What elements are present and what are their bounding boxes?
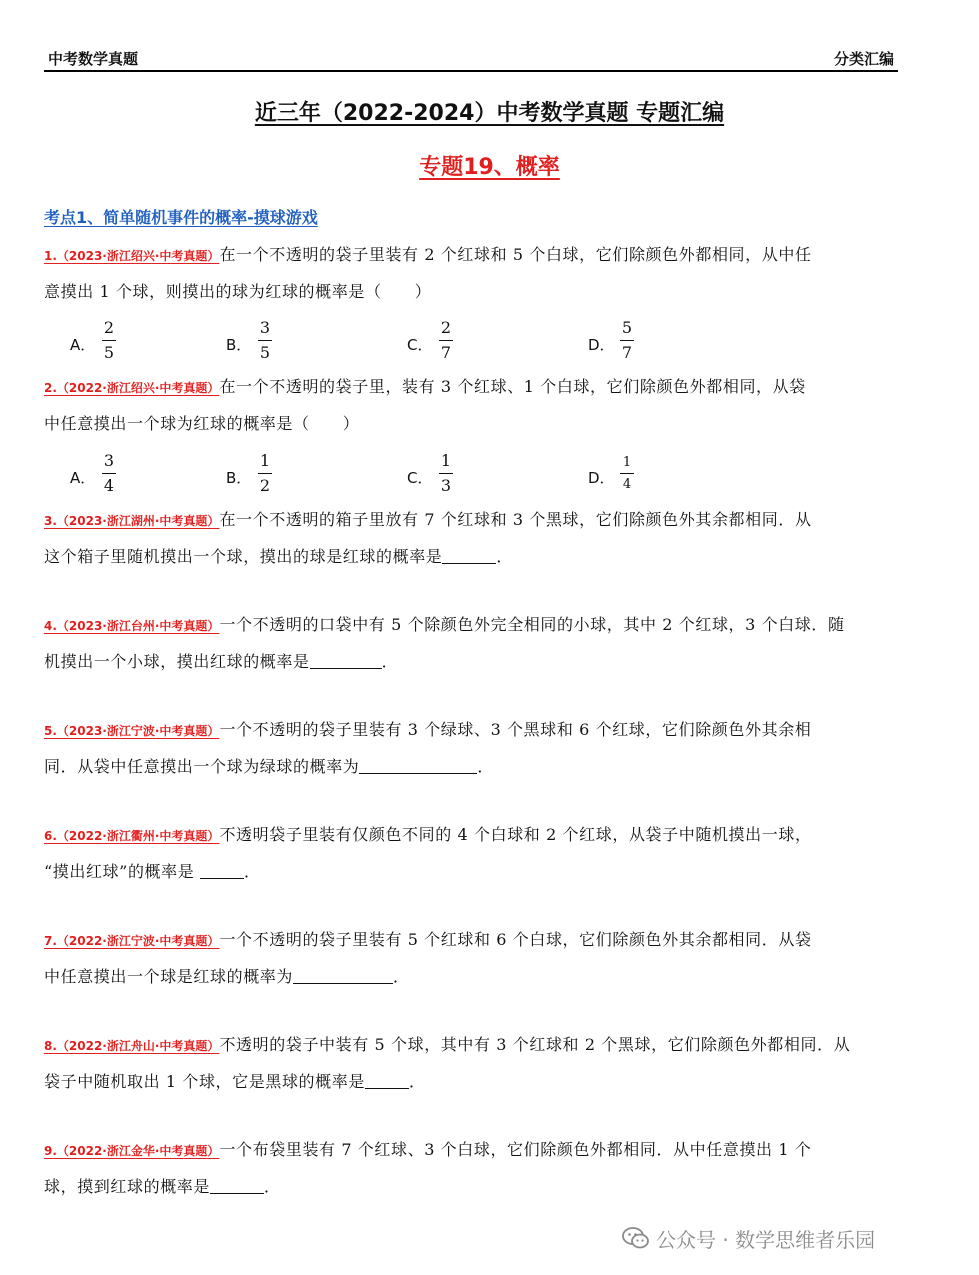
page-header	[44, 46, 898, 72]
answer-blank[interactable]	[365, 1070, 409, 1089]
option-label: C．	[407, 336, 433, 354]
page-title: 近三年（2022-2024）中考数学真题 专题汇编	[254, 101, 725, 126]
denominator: 4	[103, 476, 115, 495]
question-source: 7.（2022·浙江宁波·中考真题）	[44, 934, 220, 948]
question-text-line2: 中任意摸出一个球为红球的概率是（ ）	[44, 414, 360, 433]
answer-blank[interactable]	[293, 965, 393, 984]
answer-blank[interactable]	[442, 545, 496, 564]
denominator: 4	[622, 477, 632, 492]
denominator: 7	[440, 343, 452, 362]
question-text-line2: “摸出红球”的概率是	[44, 862, 201, 881]
question-text-line2: 意摸出 1 个球，则摸出的球为红球的概率是（ ）	[44, 282, 432, 301]
question-text-line1: 在一个不透明的袋子里装有 2 个红球和 5 个白球，它们除颜色外都相同，从中任	[219, 245, 812, 264]
question-text-line2: 袋子中随机取出 1 个球，它是黑球的概率是	[44, 1072, 365, 1091]
option-label: B．	[226, 469, 252, 487]
question-end: ．	[496, 547, 514, 566]
question-4	[44, 607, 902, 680]
question-3	[44, 502, 902, 575]
question-2-options	[70, 451, 870, 503]
option-label: A．	[70, 469, 96, 487]
section-heading: 考点1、简单随机事件的概率-摸球游戏	[44, 208, 318, 227]
option-label: C．	[407, 469, 433, 487]
denominator: 5	[103, 343, 115, 362]
numerator: 5	[620, 318, 634, 341]
numerator: 3	[258, 318, 272, 341]
numerator: 1	[620, 454, 634, 474]
numerator: 1	[258, 451, 272, 474]
question-text-line1: 一个不透明的口袋中有 5 个除颜色外完全相同的小球，其中 2 个红球，3 个白球．随	[219, 615, 845, 634]
question-source: 9.（2022·浙江金华·中考真题）	[44, 1144, 220, 1158]
question-source: 8.（2022·浙江舟山·中考真题）	[44, 1039, 220, 1053]
question-text-line1: 不透明的袋子中装有 5 个球，其中有 3 个红球和 2 个黑球，它们除颜色外都相同．从	[219, 1035, 851, 1054]
answer-blank[interactable]	[310, 650, 382, 669]
page-subtitle: 专题19、概率	[419, 155, 560, 180]
option-fraction	[102, 451, 116, 496]
question-end: ．	[381, 652, 399, 671]
question-text-line2: 同．从袋中任意摸出一个球为绿球的概率为	[44, 757, 360, 776]
question-text-line1: 一个不透明的袋子里装有 3 个绿球、3 个黑球和 6 个红球，它们除颜色外其余相	[219, 720, 812, 739]
question-1-options	[70, 318, 870, 370]
question-source: 6.（2022·浙江衢州·中考真题）	[44, 829, 220, 843]
option-label: D．	[588, 469, 615, 487]
question-text-line1: 一个布袋里装有 7 个红球、3 个白球，它们除颜色外都相同．从中任意摸出 1 个	[219, 1140, 812, 1159]
denominator: 7	[621, 343, 633, 362]
question-text-line2: 这个箱子里随机摸出一个球，摸出的球是红球的概率是	[44, 547, 443, 566]
question-end: ．	[408, 1072, 426, 1091]
question-5	[44, 712, 902, 785]
wechat-icon	[622, 1226, 650, 1250]
watermark-text: 公众号 · 数学思维者乐园	[656, 1228, 876, 1252]
option-label: D．	[588, 336, 615, 354]
question-end: ．	[477, 757, 495, 776]
question-2	[44, 369, 902, 442]
option-fraction	[258, 451, 272, 496]
question-6	[44, 817, 902, 890]
option-fraction	[102, 318, 116, 363]
header-left: 中考数学真题	[48, 50, 139, 68]
denominator: 2	[259, 476, 271, 495]
denominator: 5	[259, 343, 271, 362]
numerator: 1	[439, 451, 453, 474]
question-end: ．	[244, 862, 261, 881]
question-text-line2: 球，摸到红球的概率是	[44, 1177, 211, 1196]
option-fraction	[620, 318, 634, 363]
option-fraction	[439, 451, 453, 496]
question-source: 3.（2023·浙江湖州·中考真题）	[44, 514, 220, 528]
question-end: ．	[264, 1177, 281, 1196]
question-text-line2: 中任意摸出一个球是红球的概率为	[44, 967, 294, 986]
option-label: B．	[226, 336, 252, 354]
question-7	[44, 922, 902, 995]
option-fraction	[620, 454, 634, 493]
numerator: 2	[102, 318, 116, 341]
option-fraction	[258, 318, 272, 363]
numerator: 2	[439, 318, 453, 341]
answer-blank[interactable]	[200, 860, 244, 879]
question-source: 2.（2022·浙江绍兴·中考真题）	[44, 381, 220, 395]
question-8	[44, 1027, 902, 1100]
question-source: 1.（2023·浙江绍兴·中考真题）	[44, 249, 220, 263]
header-right: 分类汇编	[833, 50, 894, 68]
option-fraction	[439, 318, 453, 363]
question-source: 5.（2023·浙江宁波·中考真题）	[44, 724, 220, 738]
question-source: 4.（2023·浙江台州·中考真题）	[44, 619, 220, 633]
question-text-line1: 不透明袋子里装有仅颜色不同的 4 个白球和 2 个红球，从袋子中随机摸出一球，	[219, 825, 812, 844]
answer-blank[interactable]	[210, 1175, 264, 1194]
question-1	[44, 237, 902, 310]
question-text-line2: 机摸出一个小球，摸出红球的概率是	[44, 652, 310, 671]
denominator: 3	[440, 476, 452, 495]
numerator: 3	[102, 451, 116, 474]
question-end: ．	[393, 967, 410, 986]
option-label: A．	[70, 336, 96, 354]
question-text-line1: 在一个不透明的箱子里放有 7 个红球和 3 个黑球，它们除颜色外其余都相同．从	[219, 510, 812, 529]
question-9	[44, 1132, 902, 1205]
question-text-line1: 在一个不透明的袋子里，装有 3 个红球、1 个白球，它们除颜色外都相同，从袋	[219, 377, 806, 396]
question-text-line1: 一个不透明的袋子里装有 5 个红球和 6 个白球，它们除颜色外其余都相同．从袋	[219, 930, 812, 949]
answer-blank[interactable]	[359, 755, 477, 774]
